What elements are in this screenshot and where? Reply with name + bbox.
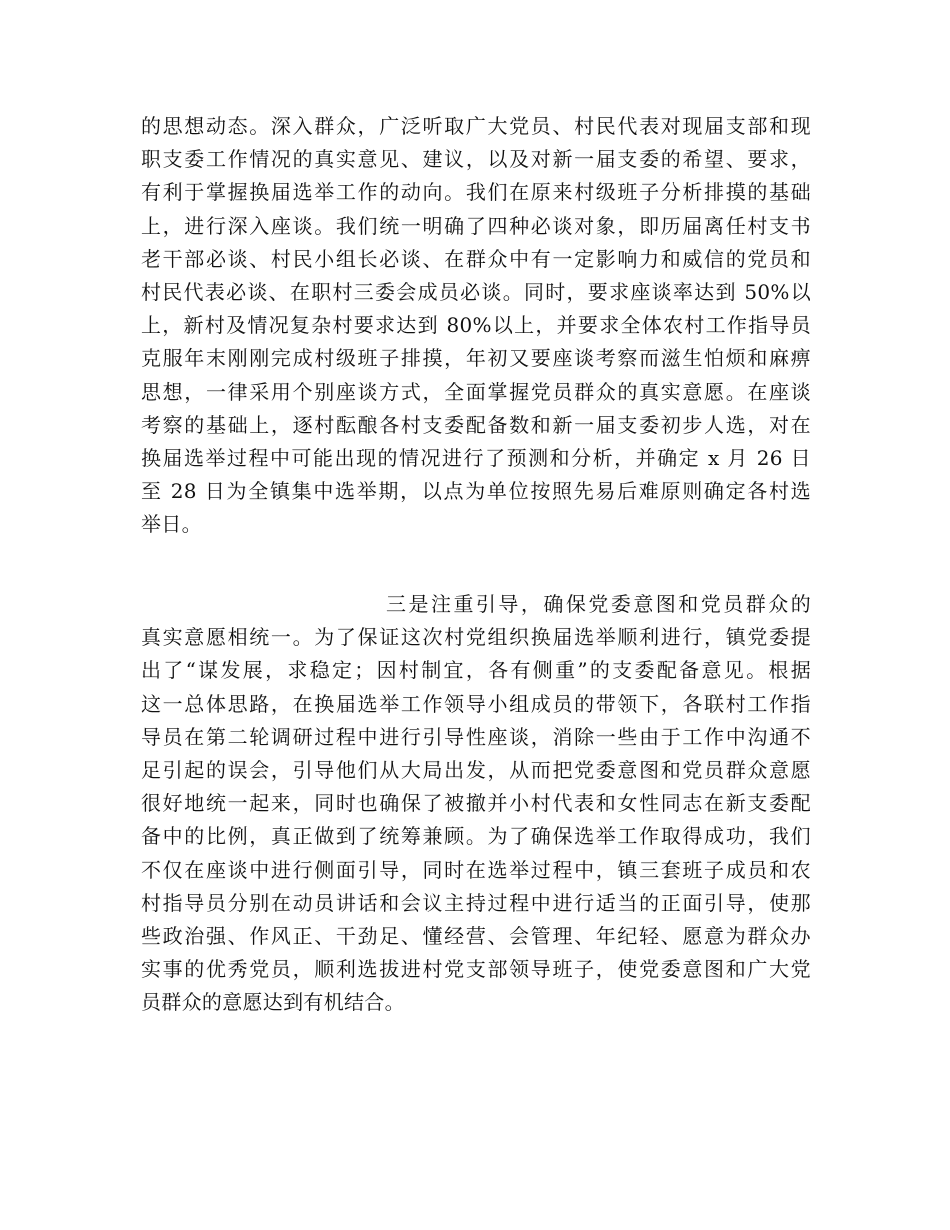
text-line: 出了“谋发展，求稳定；因村制宜，各有侧重”的支委配备意见。根据 xyxy=(141,658,811,683)
text-line: 上，新村及情况复杂村要求达到 80%以上，并要求全体农村工作指导员 xyxy=(141,313,811,338)
text-line: 员群众的意愿达到有机结合。 xyxy=(141,990,405,1015)
text-line: 真实意愿相统一。为了保证这次村党组织换届选举顺利进行，镇党委提 xyxy=(141,625,811,650)
text-line: 克服年末刚刚完成村级班子排摸，年初又要座谈考察而滋生怕烦和麻痹 xyxy=(141,346,811,371)
text-line: 备中的比例，真正做到了统筹兼顾。为了确保选举工作取得成功，我们 xyxy=(141,824,811,849)
text-line: 考察的基础上，逐村酝酿各村支委配备数和新一届支委初步人选，对在 xyxy=(141,412,811,437)
text-line: 很好地统一起来，同时也确保了被撤并小村代表和女性同志在新支委配 xyxy=(141,791,811,816)
paragraph-2 xyxy=(141,588,811,1019)
text-line: 换届选举过程中可能出现的情况进行了预测和分析，并确定 x 月 26 日 xyxy=(141,445,811,470)
text-line: 村民代表必谈、在职村三委会成员必谈。同时，要求座谈率达到 50%以 xyxy=(141,279,811,304)
text-line: 足引起的误会，引导他们从大局出发，从而把党委意图和党员群众意愿 xyxy=(141,757,811,782)
text-line: 些政治强、作风正、干劲足、懂经营、会管理、年纪轻、愿意为群众办 xyxy=(141,923,811,948)
text-line: 举日。 xyxy=(141,512,202,537)
text-line: 导员在第二轮调研过程中进行引导性座谈，消除一些由于工作中沟通不 xyxy=(141,724,811,749)
text-line: 思想，一律采用个别座谈方式，全面掌握党员群众的真实意愿。在座谈 xyxy=(141,379,811,404)
text-line: 职支委工作情况的真实意见、建议，以及对新一届支委的希望、要求， xyxy=(141,147,811,172)
text-line: 三是注重引导，确保党委意图和党员群众的 xyxy=(386,592,811,616)
text-line: 老干部必谈、村民小组长必谈、在群众中有一定影响力和威信的党员和 xyxy=(141,246,811,271)
text-line: 村指导员分别在动员讲话和会议主持过程中进行适当的正面引导，使那 xyxy=(141,890,811,915)
paragraph-1 xyxy=(141,110,811,541)
text-line: 实事的优秀党员，顺利选拔进村党支部领导班子，使党委意图和广大党 xyxy=(141,957,811,982)
text-line: 有利于掌握换届选举工作的动向。我们在原来村级班子分析排摸的基础 xyxy=(141,180,811,205)
text-line: 的思想动态。深入群众，广泛听取广大党员、村民代表对现届支部和现 xyxy=(141,114,811,138)
text-line: 至 28 日为全镇集中选举期，以点为单位按照先易后难原则确定各村选 xyxy=(141,479,811,504)
text-line: 不仅在座谈中进行侧面引导，同时在选举过程中，镇三套班子成员和农 xyxy=(141,857,811,882)
text-line: 这一总体思路，在换届选举工作领导小组成员的带领下，各联村工作指 xyxy=(141,691,811,716)
text-line: 上，进行深入座谈。我们统一明确了四种必谈对象，即历届离任村支书 xyxy=(141,213,811,238)
